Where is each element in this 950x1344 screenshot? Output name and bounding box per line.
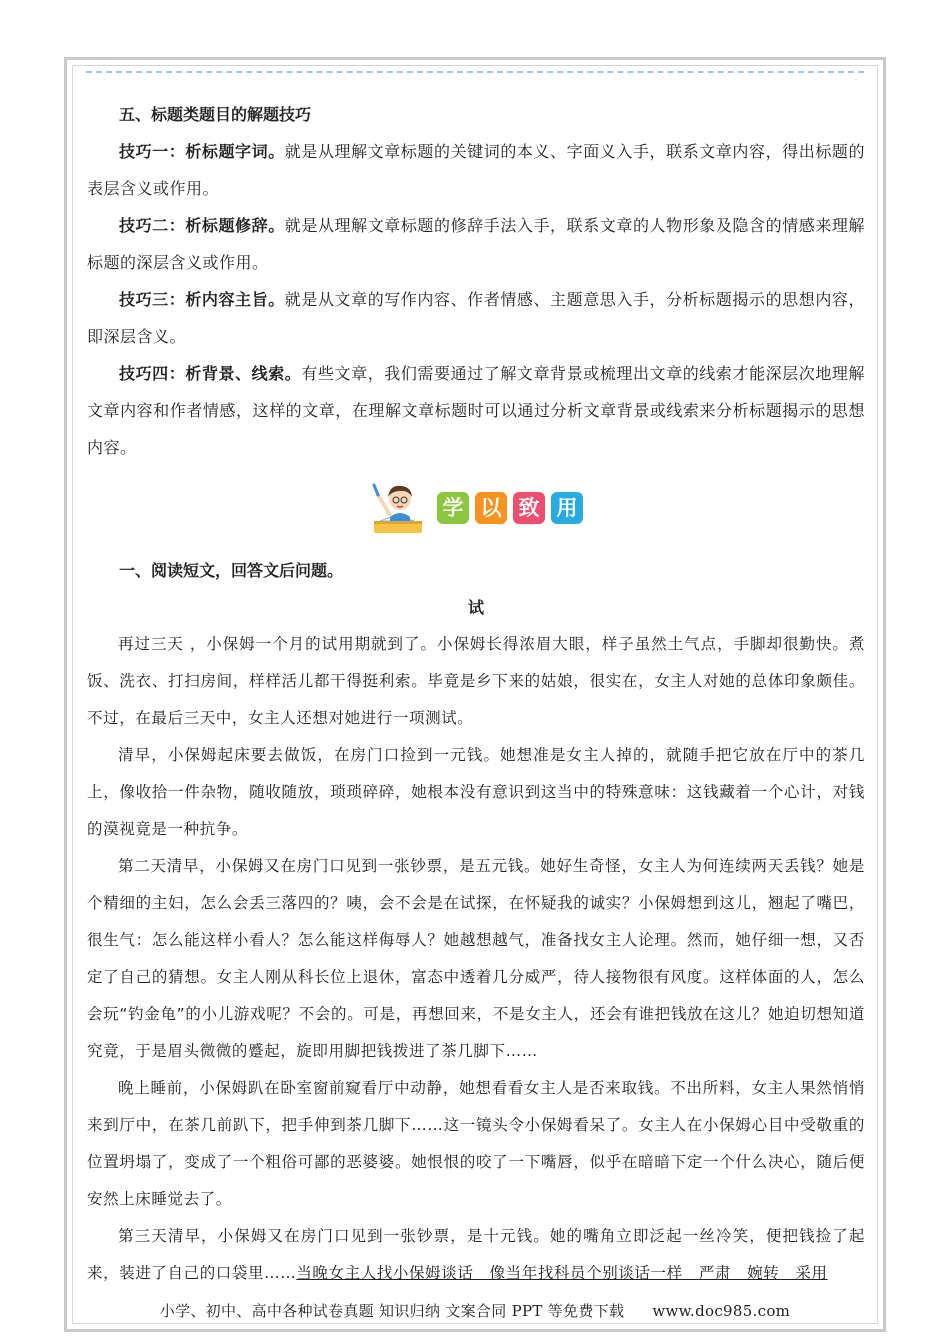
top-dashed-divider xyxy=(86,71,864,73)
tip-3-text: 就是从文章的写作内容、作者情感、主题意思入手，分析标题揭示的思想内容，即深层含义。 xyxy=(87,290,865,346)
tip-2-text: 就是从理解文章标题的修辞手法入手，联系文章的人物形象及隐含的情感来理解标题的深层含义或作用。 xyxy=(87,216,865,272)
exercise-question: 一、阅读短文，回答文后问题。 xyxy=(119,561,344,580)
story-paragraph-2: 清早，小保姆起床要去做饭，在房门口捡到一元钱。她想准是女主人掉的，就随手把它放在厅中的茶几上，像收拾一件杂物，随收随放，琐琐碎碎，她根本没有意识到这当中的特殊意味：这钱藏着一个心计，对钱的漠视竟是一种抗争。 xyxy=(87,746,865,838)
story-paragraph-3: 第二天清早，小保姆又在房门口见到一张钞票，是五元钱。她好生奇怪，女主人为何连续两天丢钱？她是个精细的主妇，怎么会丢三落四的？咦，会不会是在试探，在怀疑我的诚实？小保姆想到这儿，翘起了嘴巴，很生气：怎么能这样小看人？怎么能这样侮辱人？她越想越气，准备找女主人论理。然而，她仔细一想，又否定了自己的猜想。女主人刚从科长位上退休，富态中透着几分威严，待人接物很有风度。这样体面的人，怎么会玩“钓金龟”的小儿游戏呢？不会的。可是，再想回来，不是女主人，还会有谁把钱放在这儿？她迫切想知道究竟，于是眉头微微的蹙起，旋即用脚把钱拨进了茶几脚下…… xyxy=(87,857,865,1060)
footer-text: 小学、初中、高中各种试卷真题 知识归纳 文案合同 PPT 等免费下载 xyxy=(159,1302,625,1320)
tip-2-label: 技巧二：析标题修辞。 xyxy=(119,216,285,235)
tip-4-text: 有些文章，我们需要通过了解文章背景或梳理出文章的线索才能深层次地理解文章内容和作者情感，这样的文章，在理解文章标题时可以通过分析文章背景或线索来分析标题揭示的思想内容。 xyxy=(87,364,865,457)
tip-3-label: 技巧三：析内容主旨。 xyxy=(119,290,285,309)
story-paragraph-5-underlined: 当晚女主人找小保姆谈话 像当年找科员个别谈话一样 严肃 婉转 采用 xyxy=(296,1264,828,1282)
tile-yi: 以 xyxy=(475,492,507,524)
tip-1 xyxy=(87,133,865,207)
student-reading-icon xyxy=(366,477,428,539)
tip-3 xyxy=(87,281,865,355)
tip-2 xyxy=(87,207,865,281)
document-body xyxy=(87,96,865,1292)
story-title: 试 xyxy=(467,598,484,617)
tip-4-label: 技巧四：析背景、线索。 xyxy=(119,364,302,383)
tile-zhi: 致 xyxy=(513,492,545,524)
story-paragraph-5 xyxy=(87,1218,865,1292)
tile-xue: 学 xyxy=(437,492,469,524)
story-paragraph-1: 再过三天 ，小保姆一个月的试用期就到了。小保姆长得浓眉大眼，样子虽然土气点，手脚却很勤快。煮饭、洗衣、打扫房间，样样活儿都干得挺利索。毕竟是乡下来的姑娘，很实在，女主人对她的总体印象颇佳。不过，在最后三天中，女主人还想对她进行一项测试。 xyxy=(87,635,865,727)
tip-1-label: 技巧一：析标题字词。 xyxy=(119,142,285,161)
tip-4 xyxy=(87,355,865,466)
learn-apply-banner xyxy=(87,472,865,544)
footer-site: www.doc985.com xyxy=(652,1302,791,1320)
tip-1-text: 就是从理解文章标题的关键词的本义、字面义入手，联系文章内容，得出标题的表层含义或作用。 xyxy=(87,142,865,198)
page-footer xyxy=(64,1300,886,1321)
story-paragraph-5-text: 第三天清早，小保姆又在房门口见到一张钞票，是十元钱。她的嘴角立即泛起一丝冷笑，便把钱捡了起来，装进了自己的口袋里…… xyxy=(87,1227,865,1282)
story-paragraph-4: 晚上睡前，小保姆趴在卧室窗前窥看厅中动静，她想看看女主人是否来取钱。不出所料，女主人果然悄悄来到厅中，在茶几前趴下，把手伸到茶几脚下……这一镜头令小保姆看呆了。女主人在小保姆心目中受敬重的位置坍塌了，变成了一个粗俗可鄙的恶婆婆。她恨恨的咬了一下嘴唇，似乎在暗暗下定一个什么决心，随后便安然上床睡觉去了。 xyxy=(87,1079,865,1208)
section-heading: 五、标题类题目的解题技巧 xyxy=(119,105,312,124)
tile-yong: 用 xyxy=(551,492,583,524)
